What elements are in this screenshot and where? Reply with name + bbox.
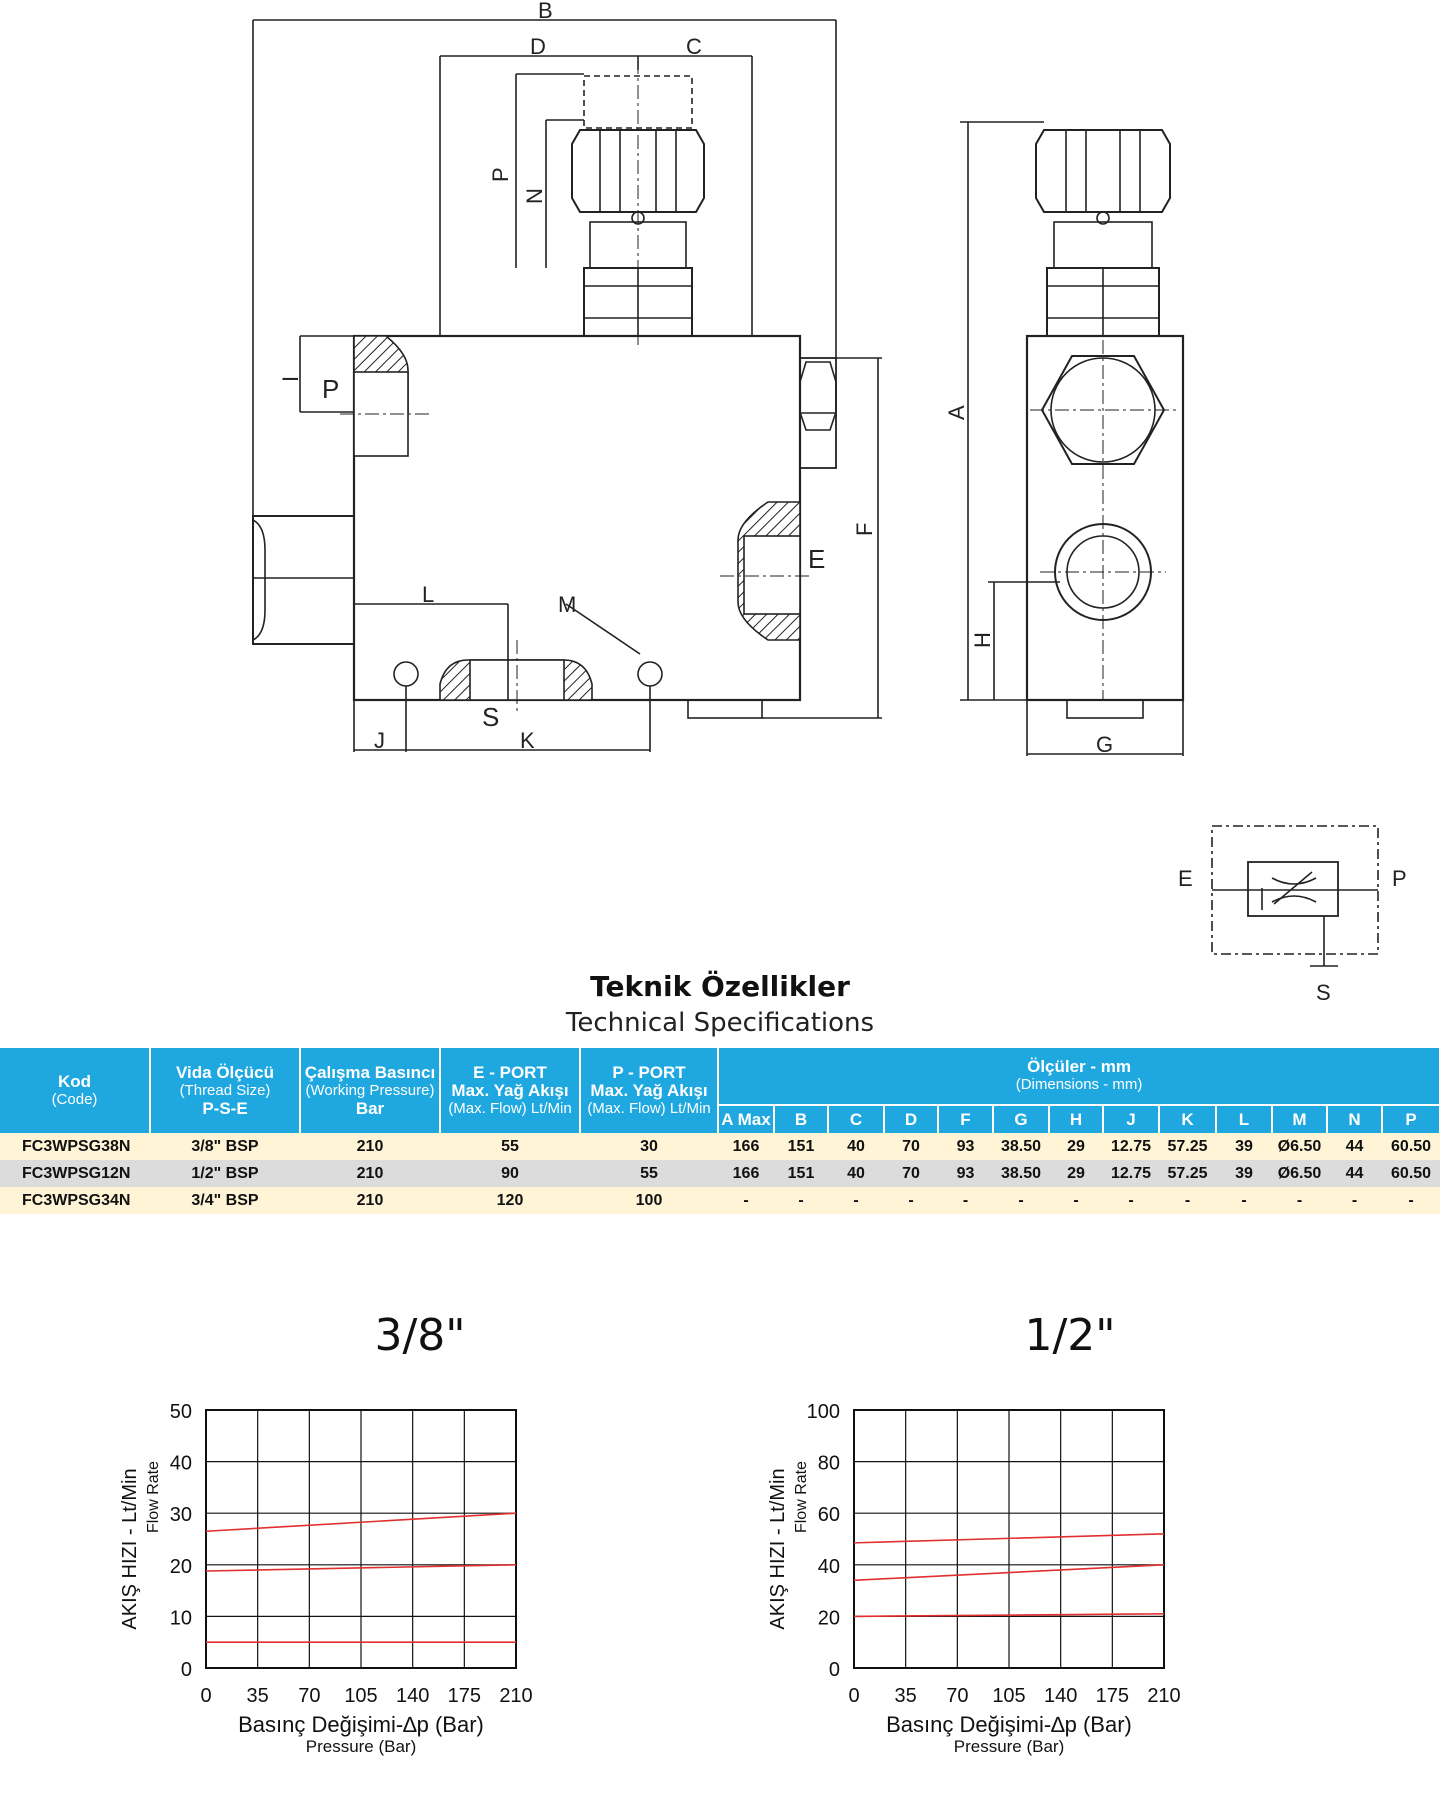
header-dim-col: K — [1159, 1105, 1216, 1133]
spec-title: Teknik Özellikler — [590, 970, 850, 1003]
x-axis-label: Basınç Değişimi-∆p (Bar) — [886, 1712, 1132, 1737]
x-tick-label: 105 — [992, 1685, 1026, 1707]
header-dim-col: F — [938, 1105, 993, 1133]
cell-dim: - — [1272, 1187, 1327, 1214]
cell-dim: 57.25 — [1159, 1160, 1216, 1187]
cell-dim: - — [1049, 1187, 1103, 1214]
cell-pflow: 30 — [580, 1133, 718, 1160]
cell-dim: 57.25 — [1159, 1133, 1216, 1160]
cell-dim: - — [828, 1187, 884, 1214]
x-axis-label: Basınç Değişimi-∆p (Bar) — [238, 1712, 484, 1737]
cell-thread: 1/2" BSP — [150, 1160, 300, 1187]
dim-label-I: I — [278, 375, 303, 382]
y-tick-label: 80 — [817, 1452, 840, 1475]
cell-dim: 151 — [774, 1160, 828, 1187]
cell-dim: 70 — [884, 1133, 938, 1160]
dim-label-J: J — [374, 728, 385, 753]
header-pressure: Çalışma Basıncı (Working Pressure) Bar — [300, 1048, 440, 1133]
port-label-E: E — [808, 544, 826, 574]
dim-label-N: N — [522, 188, 547, 204]
header-dim-col: J — [1103, 1105, 1159, 1133]
cell-dim: 12.75 — [1103, 1133, 1159, 1160]
symbol-label-S: S — [1316, 980, 1331, 1005]
cell-dim: - — [938, 1187, 993, 1214]
dim-label-F: F — [852, 522, 877, 536]
cell-eflow: 90 — [440, 1160, 580, 1187]
cell-dim: 44 — [1327, 1133, 1382, 1160]
x-tick-label: 210 — [1147, 1685, 1181, 1707]
cell-dim: 166 — [718, 1160, 774, 1187]
dim-label-B: B — [538, 0, 553, 23]
x-tick-label: 70 — [946, 1685, 969, 1707]
cell-dim: 60.50 — [1382, 1160, 1440, 1187]
cell-eflow: 120 — [440, 1187, 580, 1214]
x-tick-label: 210 — [499, 1685, 533, 1707]
x-tick-label: 35 — [246, 1685, 269, 1707]
header-dim-col: G — [993, 1105, 1049, 1133]
spec-table — [0, 1048, 1441, 1214]
cell-dim: - — [718, 1187, 774, 1214]
cell-thread: 3/8" BSP — [150, 1133, 300, 1160]
x-tick-label: 0 — [848, 1685, 860, 1707]
dim-label-M: M — [558, 592, 577, 617]
cell-dim: 39 — [1216, 1160, 1272, 1187]
x-tick-label: 175 — [1095, 1685, 1130, 1707]
table-row — [0, 1187, 1440, 1214]
table-row — [0, 1133, 1440, 1160]
cell-dim: Ø6.50 — [1272, 1133, 1327, 1160]
dim-label-A: A — [944, 405, 969, 420]
header-dim-col: D — [884, 1105, 938, 1133]
x-axis-sublabel: Pressure (Bar) — [953, 1737, 1065, 1756]
y-axis-label: AKIŞ HIZI - Lt/Min — [767, 1468, 789, 1630]
cell-dim: - — [884, 1187, 938, 1214]
header-dim-col: H — [1049, 1105, 1103, 1133]
y-axis-sublabel: Flow Rate — [793, 1460, 810, 1534]
cell-dim: 44 — [1327, 1160, 1382, 1187]
cell-code: FC3WPSG12N — [0, 1160, 150, 1187]
dim-label-L: L — [422, 582, 435, 607]
cell-dim: - — [1327, 1187, 1382, 1214]
dim-label-C: C — [686, 34, 702, 59]
y-tick-label: 20 — [169, 1555, 192, 1578]
header-eport: E - PORT Max. Yağ Akışı (Max. Flow) Lt/Min — [440, 1048, 580, 1133]
symbol-label-P: P — [1392, 866, 1407, 891]
cell-dim: 29 — [1049, 1160, 1103, 1187]
x-tick-label: 35 — [894, 1685, 917, 1707]
cell-dim: - — [1216, 1187, 1272, 1214]
dim-label-D: D — [530, 34, 546, 59]
y-axis-sublabel: Flow Rate — [145, 1460, 162, 1534]
cell-dim: 93 — [938, 1160, 993, 1187]
y-tick-label: 0 — [180, 1659, 192, 1681]
cell-dim: 70 — [884, 1160, 938, 1187]
cell-dim: - — [1103, 1187, 1159, 1214]
spec-subtitle: Technical Specifications — [565, 1008, 875, 1038]
cell-dim: 29 — [1049, 1133, 1103, 1160]
header-dimensions: Ölçüler - mm (Dimensions - mm) — [718, 1048, 1440, 1105]
header-dim-col: P — [1382, 1105, 1440, 1133]
cell-dim: 12.75 — [1103, 1160, 1159, 1187]
flow-chart-38 — [100, 1380, 660, 1809]
flow-chart-12 — [748, 1380, 1308, 1809]
y-axis-label: AKIŞ HIZI - Lt/Min — [119, 1468, 141, 1630]
y-tick-label: 40 — [169, 1452, 192, 1475]
cell-pressure: 210 — [300, 1187, 440, 1214]
x-axis-sublabel: Pressure (Bar) — [305, 1737, 417, 1756]
symbol-label-E: E — [1178, 866, 1193, 891]
cell-dim: 38.50 — [993, 1133, 1049, 1160]
header-code: Kod (Code) — [0, 1048, 150, 1133]
cell-pflow: 100 — [580, 1187, 718, 1214]
y-tick-label: 40 — [817, 1555, 840, 1578]
cell-pflow: 55 — [580, 1160, 718, 1187]
y-tick-label: 30 — [169, 1504, 192, 1527]
port-label-S: S — [482, 702, 500, 732]
cell-dim: 60.50 — [1382, 1133, 1440, 1160]
cell-dim: 40 — [828, 1133, 884, 1160]
header-dim-col: N — [1327, 1105, 1382, 1133]
y-tick-label: 100 — [806, 1401, 840, 1423]
cell-dim: - — [774, 1187, 828, 1214]
cell-dim: Ø6.50 — [1272, 1160, 1327, 1187]
port-label-P: P — [322, 374, 340, 404]
cell-pressure: 210 — [300, 1160, 440, 1187]
cell-dim: - — [993, 1187, 1049, 1214]
cell-code: FC3WPSG38N — [0, 1133, 150, 1160]
cell-dim: 39 — [1216, 1133, 1272, 1160]
chart-title-12: 1/2" — [1024, 1310, 1116, 1361]
header-thread: Vida Ölçücü (Thread Size) P-S-E — [150, 1048, 300, 1133]
header-dim-col: C — [828, 1105, 884, 1133]
dim-label-P: P — [488, 167, 513, 182]
y-tick-label: 60 — [817, 1504, 840, 1527]
x-tick-label: 140 — [1043, 1685, 1078, 1707]
cell-dim: 93 — [938, 1133, 993, 1160]
y-tick-label: 0 — [828, 1659, 840, 1681]
chart-title-38: 3/8" — [374, 1310, 466, 1361]
cell-dim: 40 — [828, 1160, 884, 1187]
cell-pressure: 210 — [300, 1133, 440, 1160]
y-tick-label: 20 — [817, 1607, 840, 1630]
cell-thread: 3/4" BSP — [150, 1187, 300, 1214]
cell-dim: 38.50 — [993, 1160, 1049, 1187]
cell-dim: - — [1159, 1187, 1216, 1214]
cell-dim: 151 — [774, 1133, 828, 1160]
y-tick-label: 10 — [169, 1607, 192, 1630]
header-dim-col: A Max — [718, 1105, 774, 1133]
x-tick-label: 105 — [344, 1685, 378, 1707]
cell-code: FC3WPSG34N — [0, 1187, 150, 1214]
header-dim-col: B — [774, 1105, 828, 1133]
x-tick-label: 70 — [298, 1685, 321, 1707]
cell-dim: - — [1382, 1187, 1440, 1214]
dim-label-K: K — [520, 728, 535, 753]
header-dim-col: M — [1272, 1105, 1327, 1133]
x-tick-label: 140 — [395, 1685, 430, 1707]
table-row — [0, 1160, 1440, 1187]
y-tick-label: 50 — [169, 1401, 192, 1423]
x-tick-label: 0 — [200, 1685, 212, 1707]
cell-eflow: 55 — [440, 1133, 580, 1160]
header-pport: P - PORT Max. Yağ Akışı (Max. Flow) Lt/Min — [580, 1048, 718, 1133]
header-dim-col: L — [1216, 1105, 1272, 1133]
dim-label-H: H — [970, 632, 995, 648]
dim-label-G: G — [1096, 732, 1114, 757]
cell-dim: 166 — [718, 1133, 774, 1160]
x-tick-label: 175 — [447, 1685, 482, 1707]
